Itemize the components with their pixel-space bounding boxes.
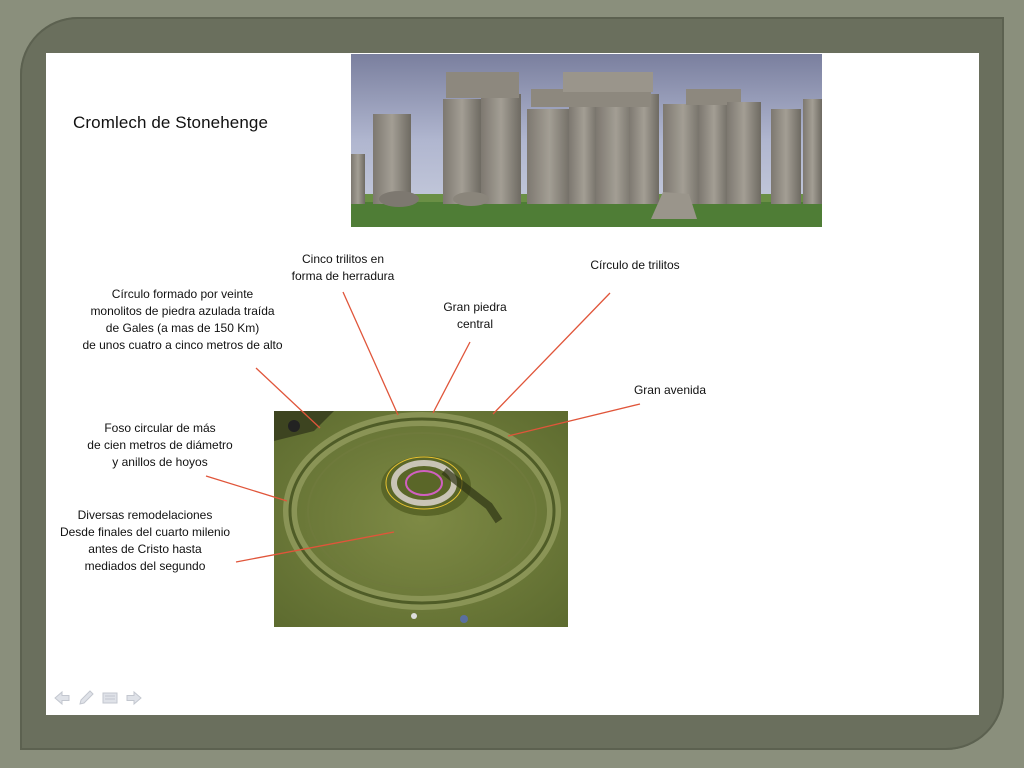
menu-icon[interactable] (100, 688, 120, 708)
label-line: Desde finales del cuarto milenio (59, 525, 231, 539)
label-cinco-trilitos (283, 251, 403, 285)
label-gran-piedra (430, 299, 520, 333)
label-line: Círculo formado por veinte (111, 287, 254, 301)
label-line: monolitos de piedra azulada traída (90, 304, 275, 318)
label-remodelaciones (45, 507, 245, 575)
label-line: de Gales (a mas de 150 Km) (105, 321, 260, 335)
forward-arrow-icon[interactable] (124, 688, 144, 708)
label-foso (70, 420, 250, 471)
label-line: forma de herradura (291, 269, 395, 283)
label-line: Cinco trilitos en (301, 252, 385, 266)
label-line: mediados del segundo (84, 559, 206, 573)
stonehenge-photo (351, 54, 822, 227)
aerial-photo (274, 411, 568, 627)
label-line: central (456, 317, 494, 331)
label-line: y anillos de hoyos (112, 455, 208, 469)
label-line: Gran avenida (633, 383, 707, 397)
label-line: Gran piedra (443, 300, 507, 314)
pen-icon[interactable] (76, 688, 96, 708)
label-line: de cien metros de diámetro (87, 438, 233, 452)
label-line: de unos cuatro a cinco metros de alto (82, 338, 283, 352)
slide-title: Cromlech de Stonehenge (73, 113, 268, 132)
label-line: antes de Cristo hasta (88, 542, 202, 556)
label-circulo-trilitos (575, 257, 695, 274)
back-arrow-icon[interactable] (52, 688, 72, 708)
label-gran-avenida (620, 382, 720, 399)
label-line: Círculo de trilitos (590, 258, 680, 272)
label-line: Foso circular de más (104, 421, 216, 435)
label-line: Diversas remodelaciones (77, 508, 213, 522)
label-circulo-veinte (60, 286, 305, 354)
